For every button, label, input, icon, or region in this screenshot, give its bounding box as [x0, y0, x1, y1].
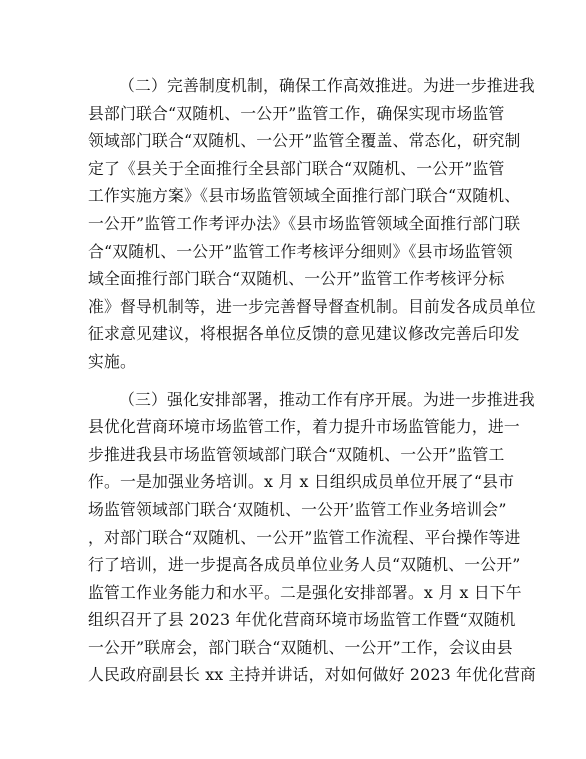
paragraph-gap: [88, 376, 508, 386]
paragraph-3-line-7: 行了培训，进一步提高各成员单位业务人员“双随机、一公开”: [88, 555, 521, 575]
paragraph-2-line-4: 定了《县关于全面推行全县部门联合“双随机、一公开”监管: [88, 158, 505, 178]
paragraph-3-line-6: ，对部门联合“双随机、一公开”监管工作流程、平台操作等进: [88, 527, 521, 547]
paragraph-3-line-4: 作。一是加强业务培训。x 月 x 日组织成员单位开展了“县市: [88, 472, 515, 492]
paragraph-3-line-5: 场监管领域部门联合‘双随机、一公开’监管工作业务培训会”: [88, 499, 507, 519]
paragraph-2-line-9: 准》督导机制等，进一步完善督导督查机制。目前发各成员单位: [88, 296, 536, 316]
body-text: [88, 72, 537, 689]
paragraph-2-line-11: 实施。: [88, 351, 136, 371]
paragraph-2-line-5: 工作实施方案》《县市场监管领域全面推行部门联合“双随机、: [88, 186, 521, 206]
paragraph-3-line-1: （三）强化安排部署，推动工作有序开展。为进一步推进我: [119, 389, 535, 409]
paragraph-2-line-2: 县部门联合“双随机、一公开”监管工作，确保实现市场监管: [88, 103, 505, 123]
paragraph-2-line-7: 合“双随机、一公开”监管工作考核评分细则》《县市场监管领: [88, 241, 513, 261]
paragraph-3-line-9: 组织召开了县 2023 年优化营商环境市场监管工作暨“双随机: [88, 610, 516, 630]
paragraph-2-line-10: 征求意见建议，将根据各单位反馈的意见建议修改完善后印发: [88, 324, 520, 344]
paragraph-3-line-8: 监管工作业务能力和水平。二是强化安排部署。x 月 x 日下午: [88, 582, 522, 602]
paragraph-3-line-11: 人民政府副县长 xx 主持并讲话，对如何做好 2023 年优化营商: [88, 665, 537, 685]
paragraph-3-line-10: 一公开”联席会，部门联合“双随机、一公开”工作，会议由县: [88, 637, 513, 657]
paragraph-3-line-3: 步推进我县市场监管领域部门联合“双随机、一公开”监管工: [88, 444, 505, 464]
paragraph-3-line-2: 县优化营商环境市场监管工作，着力提升市场监管能力，进一: [88, 417, 520, 437]
paragraph-2-line-3: 领域部门联合“双随机、一公开”监管全覆盖、常态化，研究制: [88, 131, 521, 151]
paragraph-2-line-1: （二）完善制度机制，确保工作高效推进。为进一步推进我: [119, 76, 535, 95]
paragraph-2-line-6: 一公开”监管工作考评办法》《县市场监管领域全面推行部门联: [88, 213, 521, 233]
paragraph-2-line-8: 域全面推行部门联合“双随机、一公开”监管工作考核评分标: [88, 269, 505, 289]
